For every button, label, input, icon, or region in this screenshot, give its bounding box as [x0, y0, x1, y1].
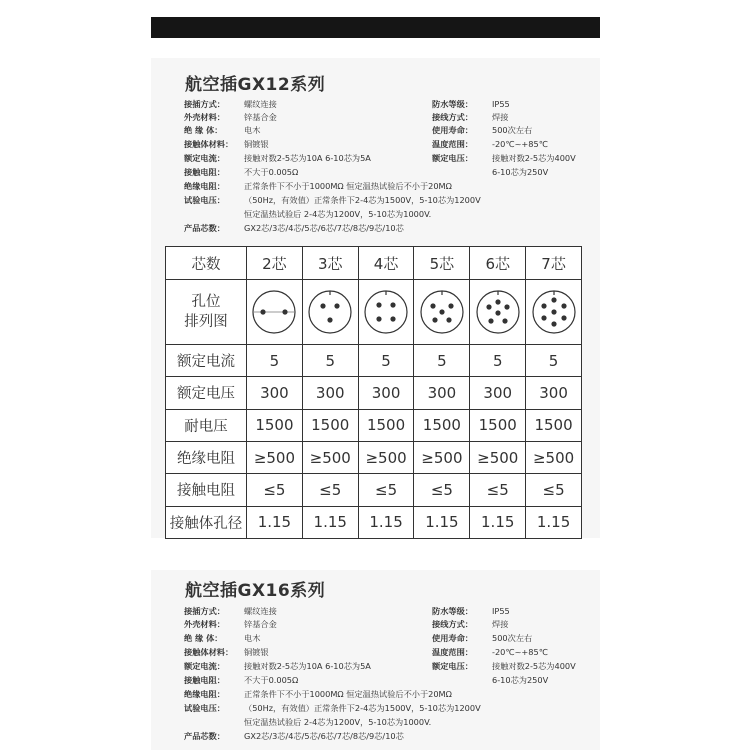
pin-hole — [335, 304, 340, 309]
gx12-spec-left-8: 恒定温热试验后 2-4芯为1200V，5-10芯为1000V. — [244, 209, 432, 219]
pin-layout-label-line1: 孔位 — [191, 294, 221, 311]
pin-hole — [446, 318, 451, 323]
pin-diagram-5 — [419, 289, 465, 335]
value-cell: 5 — [302, 344, 358, 376]
gx12-spec-right-1: 接线方式： 焊接 — [432, 112, 509, 122]
gx16-spec-left-3: 接触体材料： 铜镀银 — [184, 647, 269, 657]
gx16-spec-left-5: 接触电阻： 不大于0.005Ω — [184, 675, 299, 685]
value-cell: 1500 — [247, 409, 303, 441]
pin-hole — [328, 318, 333, 323]
pin-hole — [486, 305, 491, 310]
pin-hole — [551, 310, 556, 315]
value-cell: 1.15 — [470, 506, 526, 538]
value-cell: ≥500 — [414, 441, 470, 473]
pin-hole — [502, 319, 507, 324]
value-cell: 1.15 — [358, 506, 414, 538]
pin-hole — [261, 310, 266, 315]
gx16-spec-left-7: 试验电压： （50Hz，有效值）正常条件下2-4芯为1500V，5-10芯为1200V — [184, 703, 481, 713]
pin-diagram-2 — [251, 289, 297, 335]
gx16-spec-right-1: 接线方式： 焊接 — [432, 619, 509, 629]
row-label-cell: 接触电阻 — [166, 474, 247, 506]
value-cell: ≥500 — [470, 441, 526, 473]
gx12-spec-left-1: 外壳材料： 锌基合金 — [184, 112, 277, 122]
value-cell: 300 — [526, 377, 582, 409]
pin-hole — [390, 317, 395, 322]
gx16-spec-left-2: 绝 缘 体： 电木 — [184, 633, 261, 643]
pin-diagram-cell — [247, 280, 303, 345]
value-cell: ≤5 — [302, 474, 358, 506]
gx12-spec-right-3: 温度范围： -20℃~+85℃ — [432, 139, 548, 149]
pin-hole — [430, 304, 435, 309]
pin-layout-label-cell — [166, 280, 247, 345]
gx12-series-title: 航空插GX12系列 — [185, 75, 326, 95]
gx16-spec-left-8: 恒定温热试验后 2-4芯为1200V，5-10芯为1000V. — [244, 717, 432, 727]
gx16-spec-panel — [151, 570, 600, 750]
core-header-cell: 2芯 — [247, 247, 303, 280]
pin-diagram-cell — [526, 280, 582, 345]
value-cell: ≤5 — [358, 474, 414, 506]
row-label-cell: 额定电流 — [166, 344, 247, 376]
table-row — [166, 506, 582, 538]
pin-hole — [495, 300, 500, 305]
gx12-spec-right-5: 6-10芯为250V — [492, 167, 549, 177]
value-cell: ≥500 — [247, 441, 303, 473]
value-cell: 300 — [358, 377, 414, 409]
table-row — [166, 409, 582, 441]
value-cell: 1.15 — [247, 506, 303, 538]
value-cell: 300 — [247, 377, 303, 409]
pin-hole — [390, 303, 395, 308]
value-cell: ≤5 — [526, 474, 582, 506]
header-label-cell: 芯数 — [166, 247, 247, 280]
connector-outline — [309, 291, 351, 333]
value-cell: 1.15 — [414, 506, 470, 538]
pin-diagram-cell — [414, 280, 470, 345]
value-cell: 1500 — [414, 409, 470, 441]
core-header-cell: 4芯 — [358, 247, 414, 280]
value-cell: 1.15 — [526, 506, 582, 538]
gx16-spec-right-5: 6-10芯为250V — [492, 675, 549, 685]
gx16-spec-right-3: 温度范围： -20℃~+85℃ — [432, 647, 548, 657]
table-row — [166, 377, 582, 409]
gx12-spec-right-0: 防水等级： IP55 — [432, 99, 510, 109]
pin-hole — [376, 303, 381, 308]
row-label-cell: 耐电压 — [166, 409, 247, 441]
gx16-spec-left-9: 产品芯数： GX2芯/3芯/4芯/5芯/6芯/7芯/8芯/9芯/10芯 — [184, 731, 404, 741]
gx16-spec-left-1: 外壳材料： 锌基合金 — [184, 619, 277, 629]
pin-hole — [561, 304, 566, 309]
table-row — [166, 344, 582, 376]
core-header-cell: 3芯 — [302, 247, 358, 280]
row-label-cell: 额定电压 — [166, 377, 247, 409]
pin-diagram-cell — [302, 280, 358, 345]
pin-hole — [504, 305, 509, 310]
value-cell: 5 — [526, 344, 582, 376]
gx12-spec-right-4: 额定电压： 接触对数2-5芯为400V — [432, 153, 576, 163]
value-cell: 1.15 — [302, 506, 358, 538]
value-cell: ≥500 — [526, 441, 582, 473]
value-cell: 1500 — [358, 409, 414, 441]
value-cell: 1500 — [526, 409, 582, 441]
value-cell: 5 — [414, 344, 470, 376]
value-cell: 1500 — [302, 409, 358, 441]
pin-diagram-cell — [470, 280, 526, 345]
table-header-row — [166, 247, 582, 280]
value-cell: 5 — [247, 344, 303, 376]
value-cell: 300 — [302, 377, 358, 409]
row-label-cell: 接触体孔径 — [166, 506, 247, 538]
value-cell: ≤5 — [247, 474, 303, 506]
pin-diagram-cell — [358, 280, 414, 345]
gx16-spec-right-2: 使用寿命： 500次左右 — [432, 633, 533, 643]
top-banner-bar — [151, 17, 600, 38]
gx12-spec-left-4: 额定电流： 接触对数2-5芯为10A 6-10芯为5A — [184, 153, 371, 163]
value-cell: ≥500 — [358, 441, 414, 473]
core-header-cell: 6芯 — [470, 247, 526, 280]
value-cell: 300 — [414, 377, 470, 409]
value-cell: ≤5 — [414, 474, 470, 506]
gx12-spec-left-2: 绝 缘 体： 电木 — [184, 125, 261, 135]
gx16-spec-right-4: 额定电压： 接触对数2-5芯为400V — [432, 661, 576, 671]
gx16-spec-left-4: 额定电流： 接触对数2-5芯为10A 6-10芯为5A — [184, 661, 371, 671]
gx12-spec-left-7: 试验电压： （50Hz，有效值）正常条件下2-4芯为1500V，5-10芯为1200V — [184, 195, 481, 205]
gx12-spec-left-9: 产品芯数： GX2芯/3芯/4芯/5芯/6芯/7芯/8芯/9芯/10芯 — [184, 223, 404, 233]
table-row — [166, 474, 582, 506]
row-label-cell: 绝缘电阻 — [166, 441, 247, 473]
pin-hole — [488, 319, 493, 324]
pin-hole — [561, 316, 566, 321]
pin-hole — [541, 316, 546, 321]
value-cell: 1500 — [470, 409, 526, 441]
gx16-series-title: 航空插GX16系列 — [185, 581, 326, 601]
gx12-spec-left-0: 接插方式： 螺纹连接 — [184, 99, 277, 109]
pin-hole — [321, 304, 326, 309]
table-row — [166, 441, 582, 473]
value-cell: 5 — [470, 344, 526, 376]
value-cell: ≤5 — [470, 474, 526, 506]
pin-diagram-6 — [475, 289, 521, 335]
pin-hole — [376, 317, 381, 322]
pin-hole — [541, 304, 546, 309]
pin-hole — [551, 322, 556, 327]
gx16-spec-left-6: 绝缘电阻： 正常条件下不小于1000MΩ 恒定温热试验后不小于20MΩ — [184, 689, 452, 699]
pin-hole — [432, 318, 437, 323]
gx16-spec-right-0: 防水等级： IP55 — [432, 606, 510, 616]
pin-hole — [448, 304, 453, 309]
value-cell: ≥500 — [302, 441, 358, 473]
gx12-spec-table — [165, 246, 582, 539]
gx16-spec-left-0: 接插方式： 螺纹连接 — [184, 606, 277, 616]
value-cell: 300 — [470, 377, 526, 409]
pin-diagram-7 — [531, 289, 577, 335]
gx12-spec-right-2: 使用寿命： 500次左右 — [432, 125, 533, 135]
gx12-spec-left-5: 接触电阻： 不大于0.005Ω — [184, 167, 299, 177]
pin-hole — [551, 298, 556, 303]
value-cell: 5 — [358, 344, 414, 376]
pin-hole — [283, 310, 288, 315]
pin-hole — [439, 310, 444, 315]
pin-diagram-4 — [363, 289, 409, 335]
gx12-spec-left-6: 绝缘电阻： 正常条件下不小于1000MΩ 恒定温热试验后不小于20MΩ — [184, 181, 452, 191]
pin-hole — [495, 311, 500, 316]
pin-diagram-3 — [307, 289, 353, 335]
gx12-spec-left-3: 接触体材料： 铜镀银 — [184, 139, 269, 149]
pin-layout-label-line2: 排列图 — [184, 314, 228, 331]
core-header-cell: 5芯 — [414, 247, 470, 280]
pin-layout-row — [166, 280, 582, 345]
core-header-cell: 7芯 — [526, 247, 582, 280]
connector-outline — [365, 291, 407, 333]
